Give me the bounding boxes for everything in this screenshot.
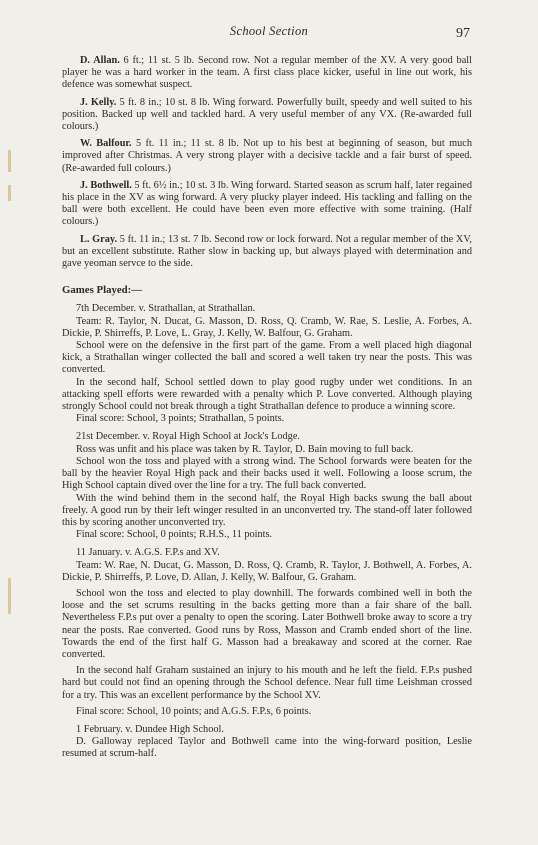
page-header — [0, 20, 538, 42]
match-paragraph: In the second half Graham sustained an injury to his mouth and he left the field. F.P.s pushed hard but could not find an opening through the School defence. Near full time Leishman crossed for a try. This was an excellent performance by the School XV. — [62, 665, 472, 701]
player-description: 5 ft. 8 in.; 10 st. 8 lb. Wing forward. Powerfully built, speedy and well suited to his position. Backed up well and tackled hard. A very useful member of any VX. (Re-awarded full colours.) — [62, 96, 472, 133]
running-title: School Section — [229, 24, 309, 38]
match-date-line: 1 February. v. Dundee High School. — [76, 723, 224, 735]
page-number: 97 — [456, 26, 470, 41]
player-name: J. Bothwell. — [80, 179, 132, 191]
player-description: 5 ft. 11 in.; 11 st. 8 lb. Not up to his best at beginning of season, but much improved after Christmas. A very strong player with a decisive tackle and a fair burst of speed. (Re-awarded full colours.) — [62, 138, 472, 174]
match-paragraph: School were on the defensive in the first part of the game. From a well placed high diagonal kick, a Strathallan winger collected the ball and scored a well taken try near the posts. This was converted. — [62, 340, 472, 376]
match-paragraph: School won the toss and elected to play downhill. The forwards combined well in both the loose and the set scrums resulting in the backs getting more than a fair share of the ball. Nevertheless F.P.s put over a penalty to open the scoring. Later Bothwell broke away to score a try near the posts. Rae converted. Good runs by Ross, Masson and Cramb ended short of the line. Towards the end of the first half G. Masson had a breakaway and scored at the corner. Rae converted. — [62, 587, 472, 660]
match-paragraph: With the wind behind them in the second half, the Royal High backs swung the ball about freely. A good run by their left winger resulted in an unconverted try. The stand-off later followed this by scoring another unconverted try. — [62, 492, 472, 528]
margin-mark — [8, 150, 11, 172]
player-entry — [62, 55, 472, 92]
player-description: 5 ft. 11 in.; 13 st. 7 lb. Second row or lock forward. Not a regular member of the XV, but an excellent substitute. Rather slow in backing up, but always played with determination and gave yeoman servce to the side. — [62, 233, 472, 270]
match-final-score: Final score: School, 0 points; R.H.S., 11 points. — [76, 529, 273, 541]
match-paragraph: School won the toss and played with a strong wind. The School forwards were beaten for the ball by the heavier Royal High pack and their backs used it well. Following a loose scrum, the High School captain dived over the line for a try. The full back converted. — [62, 455, 472, 492]
match-final-score: Final score: School, 3 points; Strathallan, 5 points. — [76, 413, 285, 425]
match-paragraph: Ross was unfit and his place was taken by R. Taylor, D. Bain moving to full back. — [76, 443, 414, 455]
match-date-line: 11 January. v. A.G.S. F.P.s and XV. — [76, 547, 220, 559]
player-name: W. Balfour. — [80, 138, 132, 150]
games-heading: Games Played:— — [62, 284, 143, 297]
margin-mark — [8, 185, 11, 201]
player-name: J. Kelly. — [80, 96, 117, 108]
player-entry — [62, 97, 472, 134]
match-final-score: Final score: School, 10 points; and A.G.S. F.P.s, 6 points. — [76, 705, 312, 717]
match-date-line: 7th December. v. Strathallan, at Strathallan. — [76, 303, 256, 315]
match-paragraph: Team: R. Taylor, N. Ducat, G. Masson, D. Ross, Q. Cramb, W. Rae, S. Leslie, A. Forbes, A. Dickie, P. Shirreffs, P. Love, L. Gray, J. Kelly, W. Balfour, G. Graham. — [62, 315, 472, 339]
match-date-line: 21st December. v. Royal High School at Jock's Lodge. — [76, 431, 300, 443]
player-entry — [62, 234, 472, 271]
margin-mark — [8, 578, 11, 614]
player-name: D. Allan. — [80, 55, 120, 66]
player-description: 6 ft.; 11 st. 5 lb. Second row. Not a regular member of the XV. A very good ball player he was a hard worker in the team. A first class place kicker, useful in line out work, his defence was somewhat suspect. — [62, 55, 472, 91]
player-description: 5 ft. 6½ in.; 10 st. 3 lb. Wing forward. Started season as scrum half, later regained his place in the XV as wing forward. A very plucky player indeed. His tackling and falling on the ball were both excellent. He could have been even more effective with some training. (Half colours.) — [62, 179, 473, 228]
player-entry — [62, 138, 472, 175]
match-paragraph: In the second half, School settled down to play good rugby under wet conditions. In an attacking spell efforts were rewarded with a penalty which P. Love converted. Although playing strongly School could not break through a tight Strathallan defence to produce a winning score. — [62, 376, 472, 413]
match-paragraph: Team: W. Rae, N. Ducat, G. Masson, D. Ross, Q. Cramb, R. Taylor, J. Bothwell, A. Forbes, A. Dickie, P. Shirreffs, P. Love, D. Allan, J. Kelly, W. Balfour, G. Graham. — [62, 559, 472, 583]
page-content — [62, 55, 472, 761]
player-entry — [62, 180, 472, 229]
match-paragraph: D. Galloway replaced Taylor and Bothwell came into the wing-forward position, Leslie resumed at scrum-half. — [62, 736, 472, 760]
player-name: L. Gray. — [80, 233, 118, 245]
